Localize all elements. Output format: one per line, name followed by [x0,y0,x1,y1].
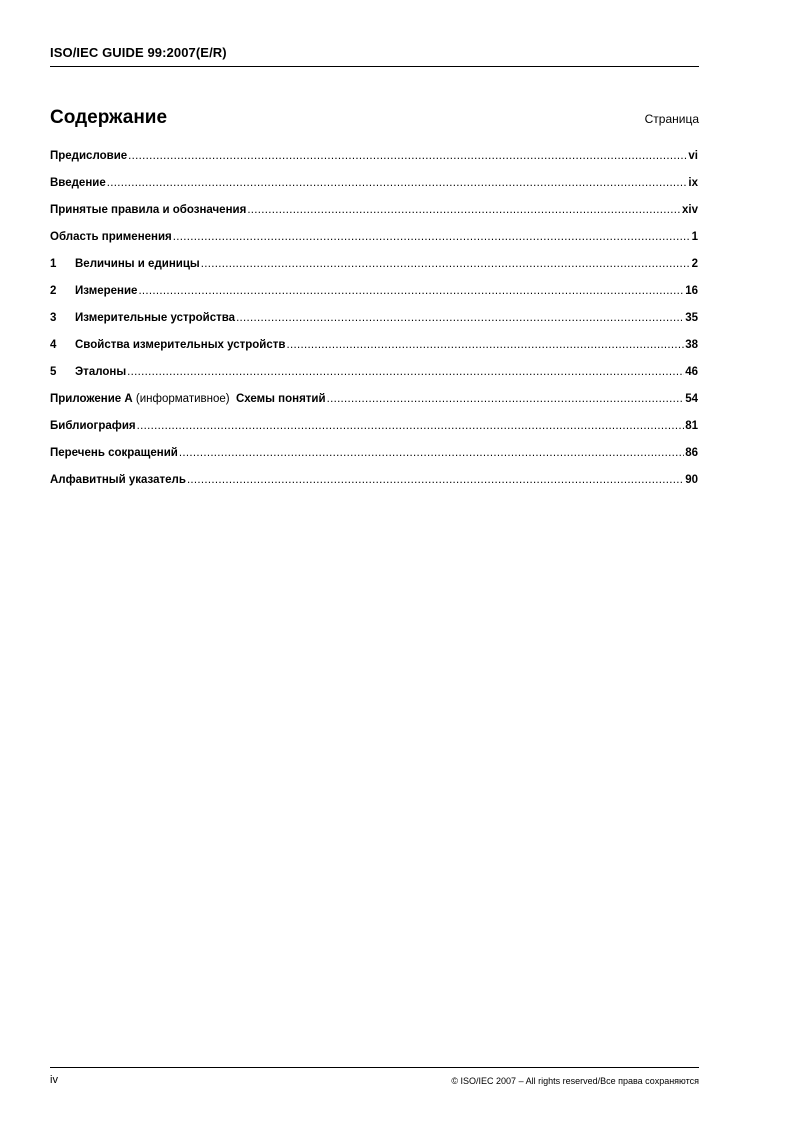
toc-entry-page: xiv [682,204,698,216]
toc-entry-section-3[interactable] [50,312,698,339]
toc-entry-index[interactable] [50,474,698,501]
toc-entry-section-2[interactable] [50,285,698,312]
toc-entry-introduction[interactable] [50,177,698,204]
toc-heading: Содержание [50,107,168,128]
toc-entry-page: 90 [685,474,698,486]
footer-divider [50,1067,699,1068]
toc-dot-leader [236,312,684,324]
toc-entry-foreword[interactable] [50,150,698,177]
toc-entry-label: Свойства измерительных устройств [75,339,286,351]
toc-entry-label: Введение [50,177,106,189]
document-header-title: ISO/IEC GUIDE 99:2007(E/R) [50,45,227,60]
toc-dot-leader [286,339,684,351]
toc-entry-page: 46 [685,366,698,378]
toc-entry-label: Область применения [50,231,172,243]
toc-entry-page: 16 [685,285,698,297]
toc-dot-leader [173,231,691,243]
toc-entry-annex-title: Схемы понятий [235,393,326,405]
toc-entry-page: 81 [685,420,698,432]
toc-entry-conventions[interactable] [50,204,698,231]
toc-entry-abbreviations[interactable] [50,447,698,474]
toc-dot-leader [128,150,687,162]
toc-dot-leader [127,366,684,378]
toc-entry-label: Измерение [75,285,138,297]
toc-entry-section-4[interactable] [50,339,698,366]
toc-entry-section-1[interactable] [50,258,698,285]
toc-entry-label: Алфавитный указатель [50,474,186,486]
toc-entry-label: Библиография [50,420,136,432]
footer-page-number: iv [50,1074,58,1086]
toc-entry-label: Величины и единицы [75,258,200,270]
toc-entry-scope[interactable] [50,231,698,258]
toc-entry-annex-a[interactable] [50,393,698,420]
toc-entry-page: 2 [691,258,698,270]
toc-dot-leader [187,474,684,486]
toc-entry-page: 54 [685,393,698,405]
toc-entry-number: 3 [50,312,57,324]
toc-entry-page: 86 [685,447,698,459]
toc-entry-number: 4 [50,339,57,351]
toc-entry-page: ix [688,177,698,189]
toc-dot-leader [179,447,684,459]
toc-dot-leader [138,285,684,297]
toc-entry-number: 1 [50,258,57,270]
toc-entry-label: Эталоны [75,366,127,378]
toc-entry-page: 38 [685,339,698,351]
toc-dot-leader [107,177,688,189]
toc-entry-bibliography[interactable] [50,420,698,447]
toc-entry-number: 5 [50,366,57,378]
toc-dot-leader [247,204,681,216]
toc-entry-label: Приложение А [50,393,133,405]
toc-entry-annex-type: (информативное) [135,393,230,405]
toc-dot-leader [201,258,691,270]
toc-page-column-label: Страница [644,112,699,126]
toc-entry-number: 2 [50,285,57,297]
toc-dot-leader [327,393,685,405]
toc-entry-label: Принятые правила и обозначения [50,204,247,216]
header-divider [50,66,699,67]
toc-entry-page: 1 [691,231,698,243]
toc-entry-page: 35 [685,312,698,324]
table-of-contents [50,150,698,501]
toc-entry-label: Измерительные устройства [75,312,236,324]
toc-entry-label: Предисловие [50,150,128,162]
toc-entry-page: vi [688,150,698,162]
toc-dot-leader [137,420,685,432]
toc-entry-label: Перечень сокращений [50,447,178,459]
toc-entry-section-5[interactable] [50,366,698,393]
footer-copyright: © ISO/IEC 2007 – All rights reserved/Все права сохраняются [451,1076,699,1086]
